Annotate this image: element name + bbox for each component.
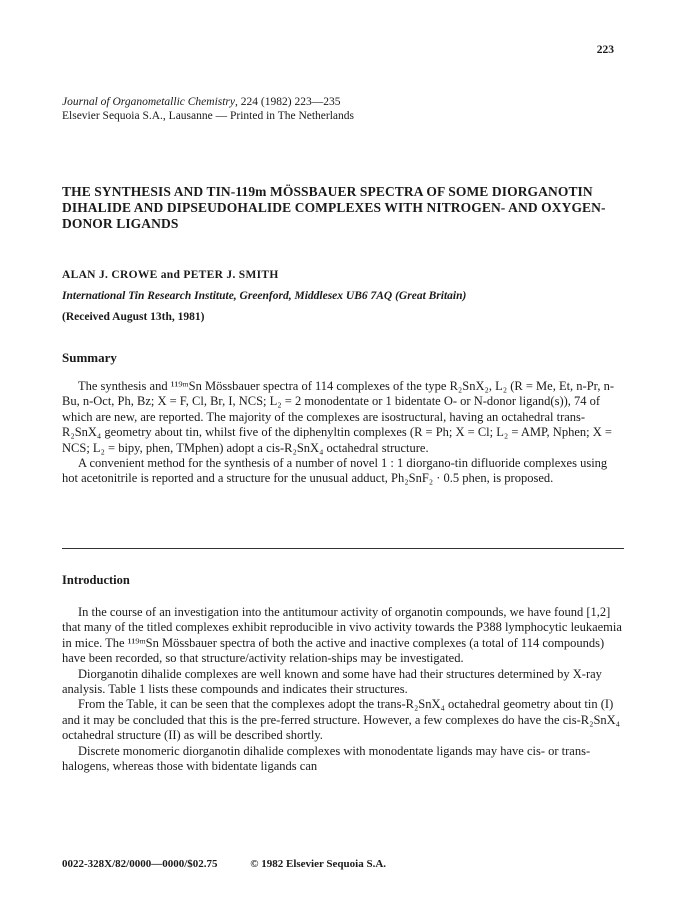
body-paragraph: From the Table, it can be seen that the complexes adopt the trans-R₂SnX₄ octahedral geometry about tin (I) and it may be concluded that this is the pre-ferred structure. However, a few complexes do have the cis-R₂SnX₄ octahedral structure (II) as will be described shortly.	[62, 697, 621, 743]
body-paragraph: In the course of an investigation into the antitumour activity of organotin compounds, we have found [1,2] that many of the titled complexes exhibit reproducible in vivo activity towards the P388 lymphocytic leukaemia in mice. The ¹¹⁹ᵐSn Mössbauer spectra of both the active and inactive complexes (a total of 114 compounds) have been recorded, so that structure/activity relation-ships may be investigated.	[62, 605, 622, 666]
body-paragraph: Discrete monomeric diorganotin dihalide complexes with monodentate ligands may have cis- or trans-halogens, whereas those with bidentate ligands can	[62, 743, 591, 774]
journal-name: Journal of Organometallic Chemistry	[62, 96, 236, 108]
article-code: 0022-328X/82/0000—0000/$02.75	[62, 858, 218, 870]
journal-citation: , 224 (1982) 223—235	[235, 96, 341, 108]
journal-citation-line	[62, 95, 354, 109]
introduction-body	[62, 605, 624, 774]
paper-title: THE SYNTHESIS AND TIN-119m MÖSSBAUER SPECTRA OF SOME DIORGANOTIN DIHALIDE AND DIPSEUDOHALIDE COMPLEXES WITH NITROGEN- AND OXYGEN-DONOR LIGANDS	[62, 184, 606, 231]
journal-header	[62, 95, 354, 123]
summary-heading: Summary	[62, 350, 117, 365]
page-number: 223	[596, 44, 614, 56]
abstract	[62, 379, 624, 487]
footer	[62, 858, 562, 870]
introduction-heading: Introduction	[62, 573, 130, 587]
body-paragraph: Diorganotin dihalide complexes are well known and some have had their structures determined by X-ray analysis. Table 1 lists these compounds and indicates their structures.	[62, 666, 602, 697]
copyright: © 1982 Elsevier Sequoia S.A.	[250, 858, 387, 870]
journal-publisher: Elsevier Sequoia S.A., Lausanne — Printed in The Netherlands	[62, 110, 355, 122]
abstract-paragraph: The synthesis and ¹¹⁹ᵐSn Mössbauer spectra of 114 complexes of the type R₂SnX₂, L₂ (R = Me, Et, n-Pr, n-Bu, n-Oct, Ph, Bz; X = F, Cl, Br, I, NCS; L₂ = 2 monodentate or 1 bidentate O- or N-donor ligand(s)), 74 of which are new, are reported. The majority of the complexes are isostructural, having an octahedral trans-R₂SnX₄ geometry about tin, whilst five of the diphenyltin complexes (R = Ph; X = Cl; L₂ = AMP, Nphen; X = NCS; L₂ = bipy, phen, TMphen) adopt a cis-R₂SnX₄ octahedral structure.	[62, 379, 614, 455]
received-date: (Received August 13th, 1981)	[62, 311, 205, 323]
abstract-paragraph: A convenient method for the synthesis of a number of novel 1 : 1 diorgano-tin difluoride complexes using hot acetonitrile is reported and a structure for the unusual adduct, Ph₂SnF₂ · 0.5 phen, is proposed.	[62, 456, 608, 486]
authors: ALAN J. CROWE and PETER J. SMITH	[62, 269, 279, 281]
affiliation: International Tin Research Institute, Greenford, Middlesex UB6 7AQ (Great Britain)	[62, 290, 467, 302]
section-divider	[62, 548, 624, 549]
